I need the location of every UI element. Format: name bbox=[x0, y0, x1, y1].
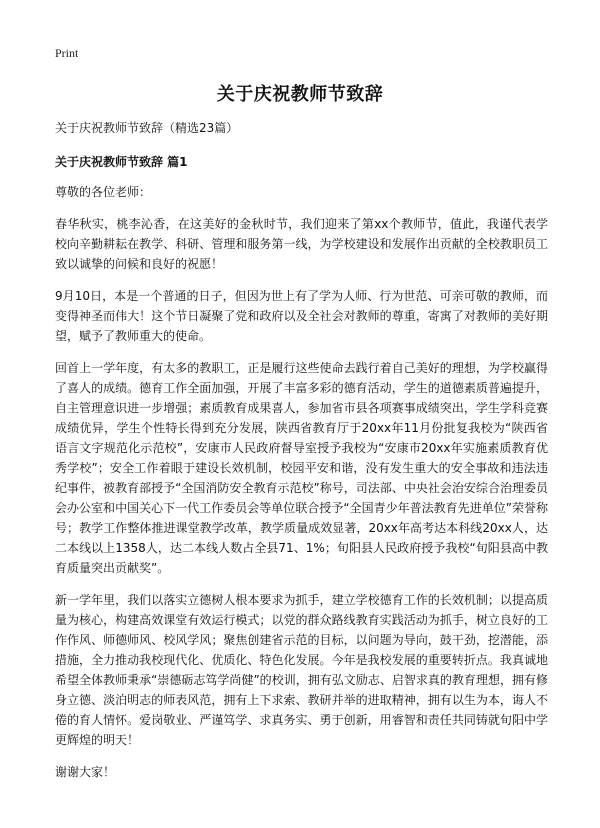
paragraph: 9月10日，本是一个普通的日子，但因为世上有了学为人师、行为世范、可亲可敬的教师，而变得神圣而伟大！这个节日凝聚了党和政府以及全社会对教师的尊重，寄寓了对教师的美好期望，赋予了教师重大的使命。 bbox=[55, 289, 548, 343]
closing: 谢谢大家！ bbox=[55, 765, 116, 779]
print-link[interactable]: Print bbox=[55, 46, 79, 60]
document-body bbox=[55, 118, 548, 794]
paragraph: 回首上一学年度，有太多的教职工，正是履行这些使命去践行着自己美好的理想，为学校赢得了喜人的成绩。德育工作全面加强，开展了丰富多彩的德育活动，学生的道德素质普遍提升，自主管理意识进一步增强；素质教育成果喜人，参加省市县各项赛事成绩突出，学生学科竞赛成绩优异，学生个性特长得到充分发展，陕西省教育厅于20xx年11月份批复我校为“陕西省语言文字规范化示范校”，安康市人民政府督导室授予我校为“安康市20xx年实施素质教育优秀学校”；安全工作着眼于建设长效机制，校园平安和谐，没有发生重大的安全事故和违法违纪事件，被教育部授予“全国消防安全教育示范校”称号，司法部、中央社会治安综合治理委员会办公室和中国关心下一代工作委员会等单位联合授予“全国青少年普法教育先进单位”荣誉称号；教学工作整体推进课堂教学改革，教学质量成效显著，20xx年高考达本科线20xx人，达二本线以上1358人，达二本线人数占全县71、1%；旬阳县人民政府授予我校“旬阳县高中教育质量突出贡献奖”。 bbox=[55, 361, 548, 575]
document-subtitle: 关于庆祝教师节致辞（精选23篇） bbox=[55, 121, 239, 135]
paragraph: 春华秋实，桃李沁香，在这美好的金秋时节，我们迎来了第xx个教师节，值此，我谨代表学校向辛勤耕耘在教学、科研、管理和服务第一线，为学校建设和发展作出贡献的全校教职员工致以诚挚的问候和良好的祝愿！ bbox=[55, 217, 548, 271]
paragraph: 新一学年里，我们以落实立德树人根本要求为抓手，建立学校德育工作的长效机制；以提高质量为核心，构建高效课堂有效运行模式；以党的群众路线教育实践活动为抓手，树立良好的工作作风、师德师风、校风学风；聚焦创建省示范的目标，以问题为导向，鼓干劲，挖潜能，添措施，全力推动我校现代化、优质化、特色化发展。今年是我校发展的重要转折点。我真诚地希望全体教师秉承“崇德砺志笃学尚健”的校训，拥有弘文励志、启智求真的教育理想，拥有修身立德、淡泊明志的师表风范，拥有上下求索、教研并举的进取精神，拥有以生为本，诲人不倦的育人情怀。爱岗敬业、严谨笃学、求真务实、勇于创新，用睿智和责任共同铸就旬阳中学更辉煌的明天！ bbox=[55, 593, 548, 747]
document-title: 关于庆祝教师节致辞 bbox=[216, 84, 384, 105]
section-heading: 关于庆祝教师节致辞 篇1 bbox=[55, 155, 188, 169]
greeting: 尊敬的各位老师： bbox=[55, 185, 152, 199]
